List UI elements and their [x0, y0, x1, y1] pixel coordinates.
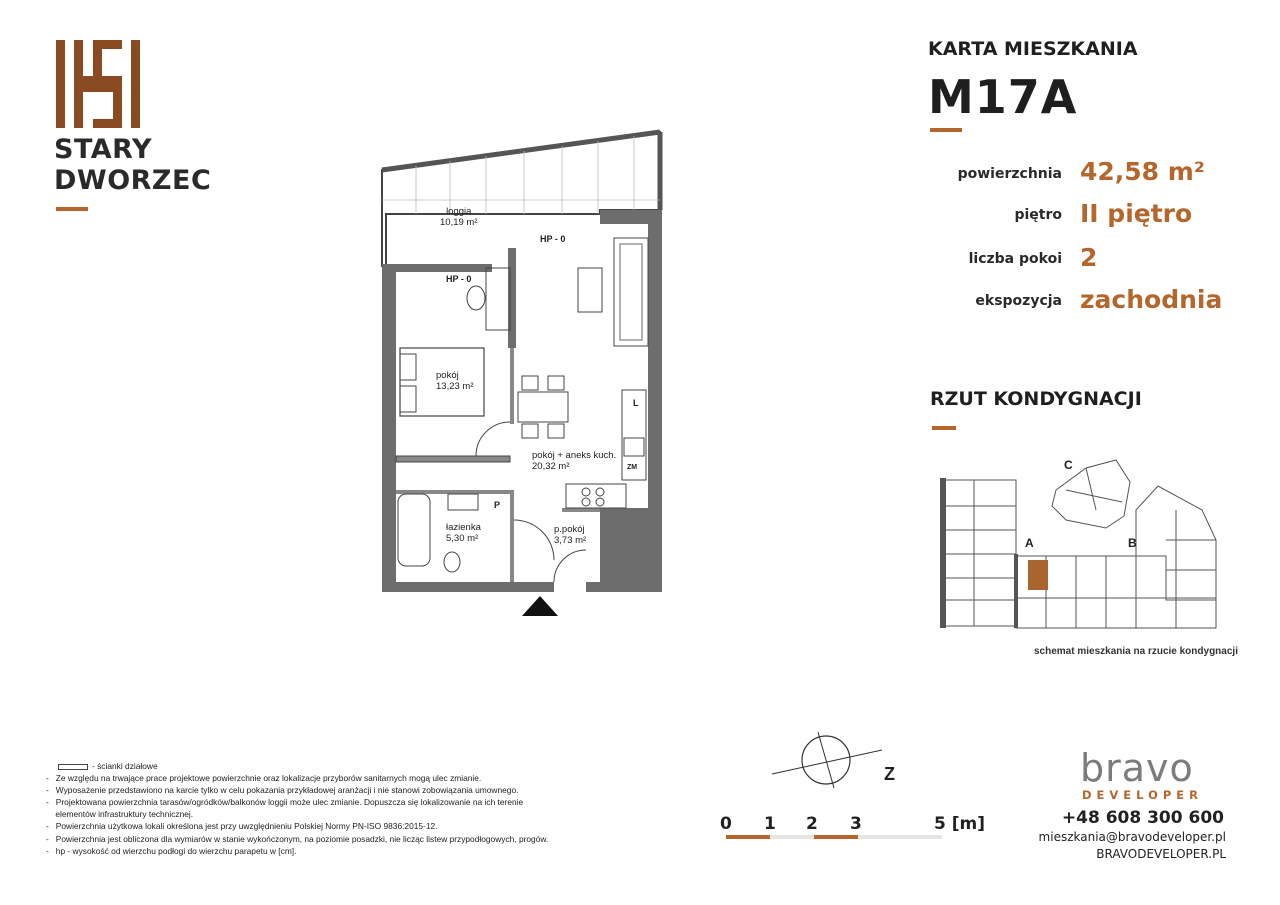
brand-accent-line: [56, 207, 88, 211]
room-living-label: [532, 450, 616, 472]
spec-label-area: powierzchnia: [957, 166, 1062, 182]
note-item: - hp - wysokość od wierzchu podłogi do wierzchu parapetu w [cm].: [46, 845, 297, 856]
stary-dworzec-logo: [54, 40, 146, 130]
fixture-l-label: L: [633, 398, 639, 408]
brand-name-line2: DWORZEC: [54, 165, 212, 196]
storey-label-a: A: [1025, 536, 1034, 550]
spec-label-rooms: liczba pokoi: [968, 251, 1062, 267]
developer-email[interactable]: mieszkania@bravodeveloper.pl: [1038, 830, 1226, 844]
notes-legend-row: [46, 760, 606, 772]
scale-tick-0: 0: [720, 814, 732, 834]
storey-plan-diagram: [936, 450, 1226, 636]
fixture-p-label: P: [494, 500, 501, 510]
card-accent-line: [930, 128, 962, 132]
spec-value-exposure: zachodnia: [1080, 285, 1223, 314]
scale-tick-1: 1: [764, 814, 776, 834]
room-bedroom-name: pokój: [436, 370, 459, 381]
note-item: - Powierzchnia jest obliczona dla wymiarów w stanie wykończonym, na poziomie posadzki, nie licząc listew przypodłogowych, progów.: [46, 833, 549, 844]
room-bedroom-area: 13,23 m²: [436, 381, 474, 392]
compass-direction-label: Z: [884, 764, 895, 784]
scale-tick-3: 3: [850, 814, 862, 834]
note-item: - Projektowana powierzchnia tarasów/ogródków/balkonów loggii może ulec zmianie. Dopuszcza się lokalizowanie na ich terenie: [46, 797, 524, 808]
notes-block: [46, 760, 606, 857]
storey-plan-caption: schemat mieszkania na rzucie kondygnacji: [1034, 646, 1238, 657]
storey-accent-line: [932, 426, 956, 430]
scale-bar: [726, 834, 942, 842]
room-loggia-label: [440, 206, 478, 228]
developer-phone[interactable]: +48 608 300 600: [1061, 808, 1224, 828]
brand-name-line1: STARY: [54, 134, 153, 165]
room-loggia-area: 10,19 m²: [440, 217, 478, 228]
scale-tick-2: 2: [806, 814, 818, 834]
note-item: - Wyposażenie przedstawiono na karcie tylko w celu pokazania przykładowej aranżacji i nie stanowi zobowiązania umownego.: [46, 785, 519, 796]
developer-website[interactable]: BRAVODEVELOPER.PL: [1096, 847, 1226, 861]
scale-tick-5: 5 [m]: [934, 814, 985, 834]
card-title: KARTA MIESZKANIA: [928, 38, 1138, 60]
room-bedroom-label: [436, 370, 474, 392]
apartment-floor-plan: [376, 128, 666, 618]
storey-plan-title: RZUT KONDYGNACJI: [930, 388, 1142, 410]
spec-value-rooms: 2: [1080, 243, 1098, 272]
hp-label-bedroom-window: HP - 0: [446, 274, 472, 284]
note-item: elementów infrastruktury technicznej.: [55, 809, 194, 820]
storey-label-c: C: [1064, 458, 1073, 472]
developer-logo-word: bravo: [1080, 746, 1194, 790]
spec-value-area: 42,58 m²: [1080, 157, 1205, 186]
room-living-area: 20,32 m²: [532, 461, 570, 472]
note-item: - Ze względu na trwające prace projektowe powierzchnie oraz lokalizacje przyborów sanitarnych mogą ulec zmianie.: [46, 773, 482, 784]
fixture-zm-label: ZM: [627, 464, 638, 471]
brand-name: [54, 134, 211, 196]
room-bathroom-label: [446, 522, 481, 544]
spec-label-exposure: ekspozycja: [975, 293, 1062, 309]
room-hall-area: 3,73 m²: [554, 535, 587, 546]
notes-legend: - ścianki działowe: [92, 761, 158, 771]
hp-label-loggia-door: HP - 0: [540, 234, 566, 244]
apartment-code: M17A: [928, 70, 1078, 124]
room-living-name: pokój + aneks kuch.: [532, 450, 617, 461]
room-bathroom-area: 5,30 m²: [446, 533, 479, 544]
developer-logo-sub: DEVELOPER: [1082, 788, 1203, 802]
spec-label-floor: piętro: [1014, 207, 1062, 223]
storey-label-b: B: [1128, 536, 1137, 550]
room-hall-name: p.pokój: [554, 524, 585, 535]
spec-value-floor: II piętro: [1080, 199, 1193, 228]
note-item: - Powierzchnia użytkowa lokali określona jest przy uwzględnieniu Polskiej Normy PN-ISO 9836:2015-12.: [46, 821, 438, 832]
room-bathroom-name: łazienka: [446, 522, 481, 533]
room-hall-label: [554, 524, 586, 546]
room-loggia-name: loggia: [446, 206, 472, 217]
partition-wall-legend-icon: [58, 764, 88, 770]
